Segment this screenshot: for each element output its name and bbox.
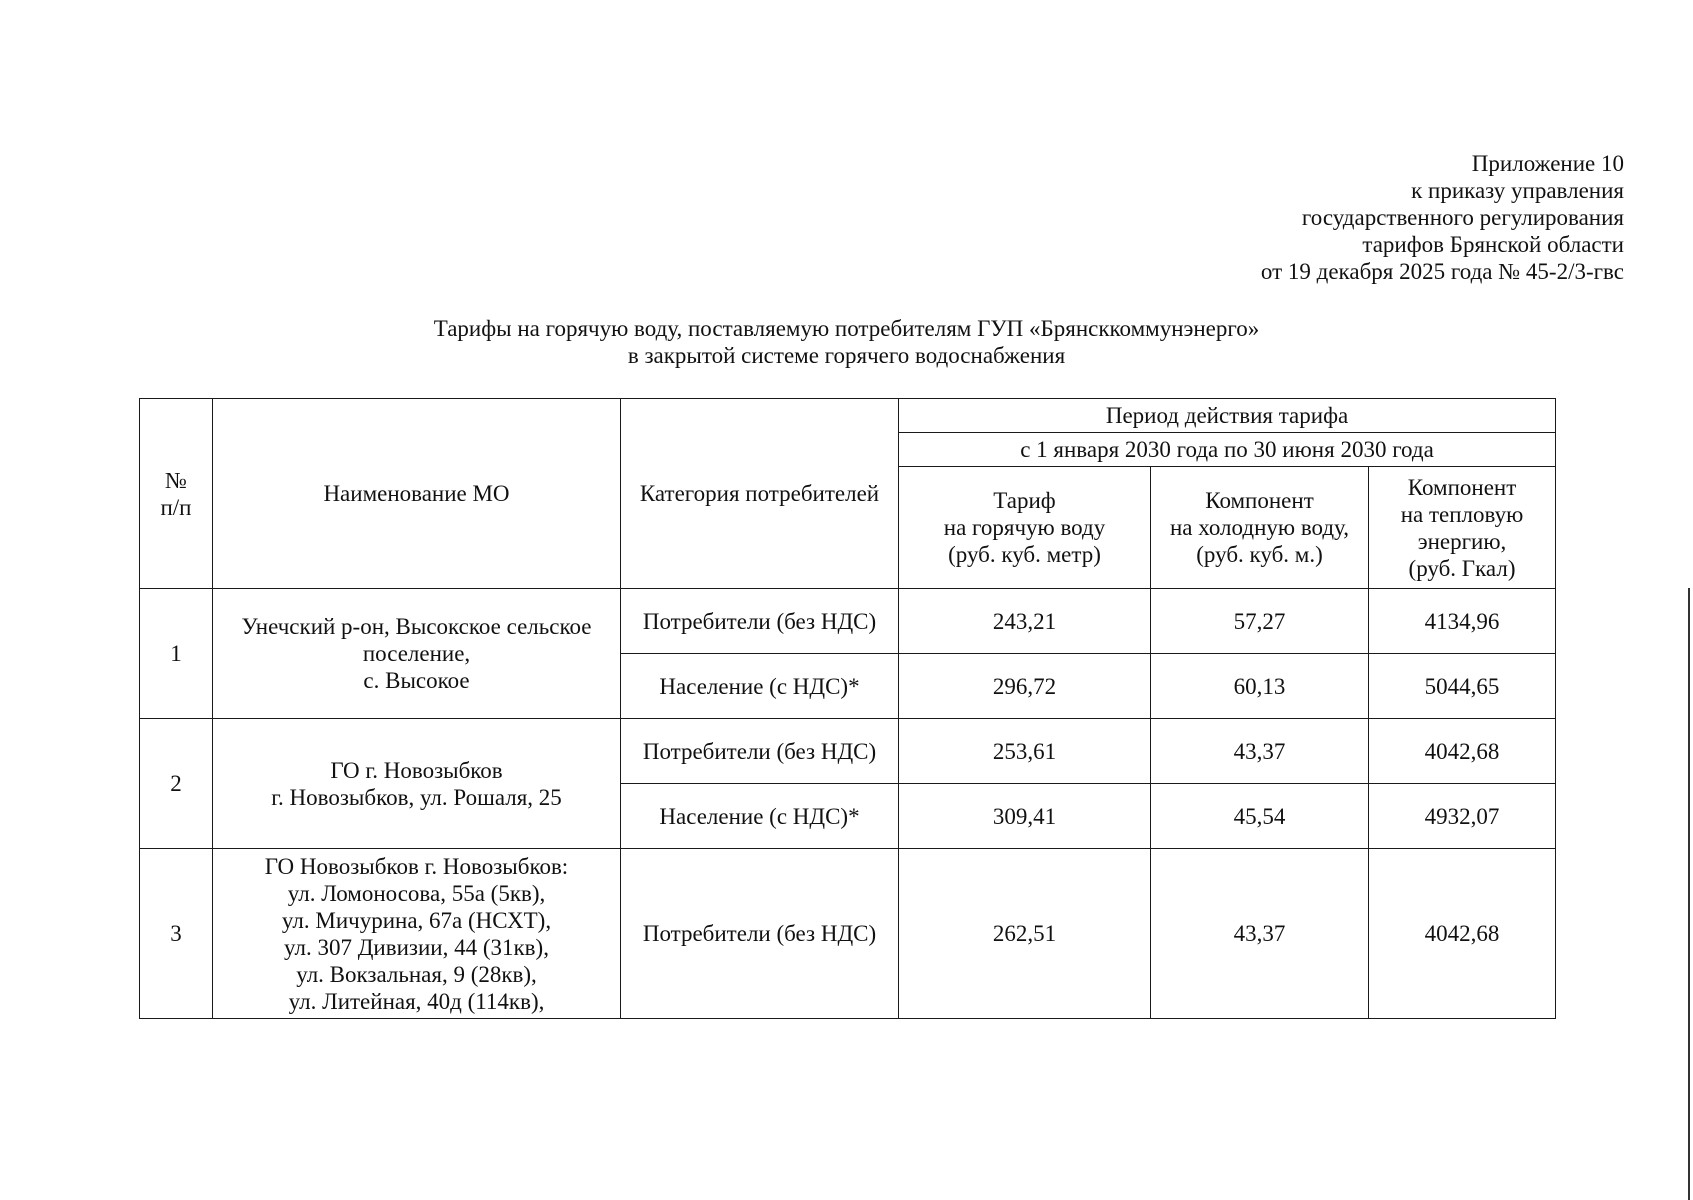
header-tariff: [899, 467, 1151, 589]
header-mo: Наименование МО: [213, 399, 621, 589]
row-category: Потребители (без НДС): [621, 589, 899, 654]
row-cold: 60,13: [1151, 654, 1369, 719]
row-tariff: 309,41: [899, 784, 1151, 849]
row-heat: 4932,07: [1369, 784, 1556, 849]
row-num: 2: [140, 719, 213, 849]
row-tariff: 296,72: [899, 654, 1151, 719]
header-tariff-line: Тариф: [993, 488, 1056, 513]
row-category: Потребители (без НДС): [621, 849, 899, 1019]
row-heat: 4134,96: [1369, 589, 1556, 654]
row-num: 3: [140, 849, 213, 1019]
row-mo: [213, 589, 621, 719]
appendix-line: государственного регулирования: [1301, 205, 1624, 230]
scan-edge-line: [1688, 588, 1690, 1200]
table-row: [140, 849, 1556, 1019]
header-range: с 1 января 2030 года по 30 июня 2030 года: [899, 433, 1556, 467]
appendix-line: тарифов Брянской области: [1362, 232, 1624, 257]
row-mo-line: ГО г. Новозыбков: [330, 757, 503, 783]
row-mo: [213, 849, 621, 1019]
header-cold-line: на холодную воду,: [1169, 515, 1350, 540]
header-cold-line: (руб. куб. м.): [1196, 542, 1323, 567]
header-num-line: п/п: [160, 494, 192, 520]
row-cold: 43,37: [1151, 719, 1369, 784]
row-mo-line: ул. 307 Дивизии, 44 (31кв),: [284, 934, 549, 960]
document-title: [0, 315, 1693, 369]
row-mo-line: ул. Вокзальная, 9 (28кв),: [296, 961, 537, 987]
row-mo-line: ГО Новозыбков г. Новозыбков:: [264, 853, 569, 879]
header-category: Категория потребителей: [621, 399, 899, 589]
header-heat-line: энергию,: [1417, 528, 1507, 554]
row-tariff: 243,21: [899, 589, 1151, 654]
row-cold: 43,37: [1151, 849, 1369, 1019]
appendix-line: от 19 декабря 2025 года № 45-2/3-гвс: [1260, 259, 1624, 284]
row-heat: 5044,65: [1369, 654, 1556, 719]
header-row: [140, 399, 1556, 433]
row-mo-line: ул. Литейная, 40д (114кв),: [288, 988, 545, 1014]
appendix-line: Приложение 10: [1471, 151, 1624, 176]
row-heat: 4042,68: [1369, 719, 1556, 784]
row-heat: 4042,68: [1369, 849, 1556, 1019]
tariff-table: [139, 398, 1556, 1019]
header-tariff-line: на горячую воду: [943, 515, 1106, 540]
header-period: Период действия тарифа: [899, 399, 1556, 433]
header-cold: [1151, 467, 1369, 589]
title-line: в закрытой системе горячего водоснабжения: [627, 343, 1066, 368]
header-num: [140, 399, 213, 589]
row-mo-line: с. Высокое: [363, 668, 470, 693]
header-num-line: №: [165, 467, 187, 493]
row-mo-line: г. Новозыбков, ул. Рошаля, 25: [271, 784, 562, 810]
row-mo: [213, 719, 621, 849]
table-row: [140, 719, 1556, 784]
row-tariff: 253,61: [899, 719, 1151, 784]
row-category: Потребители (без НДС): [621, 719, 899, 784]
row-mo-line: ул. Ломоносова, 55а (5кв),: [287, 880, 546, 906]
header-heat: [1369, 467, 1556, 589]
appendix-line: к приказу управления: [1411, 178, 1624, 203]
row-tariff: 262,51: [899, 849, 1151, 1019]
header-heat-line: Компонент: [1407, 474, 1517, 500]
header-cold-line: Компонент: [1205, 488, 1314, 513]
row-num: 1: [140, 589, 213, 719]
row-category: Население (с НДС)*: [621, 784, 899, 849]
header-tariff-line: (руб. куб. метр): [948, 542, 1101, 567]
title-line: Тарифы на горячую воду, поставляемую потребителям ГУП «Брянсккоммунэнерго»: [433, 316, 1260, 341]
appendix-header: [1261, 150, 1624, 285]
row-cold: 45,54: [1151, 784, 1369, 849]
row-category: Население (с НДС)*: [621, 654, 899, 719]
row-cold: 57,27: [1151, 589, 1369, 654]
row-mo-line: Унечский р-он, Высокское сельское: [241, 614, 592, 639]
header-heat-line: на тепловую: [1400, 501, 1524, 527]
row-mo-line: поселение,: [362, 641, 471, 666]
row-mo-line: ул. Мичурина, 67а (НСХТ),: [281, 907, 552, 933]
header-heat-line: (руб. Гкал): [1408, 555, 1516, 581]
table-row: [140, 589, 1556, 654]
